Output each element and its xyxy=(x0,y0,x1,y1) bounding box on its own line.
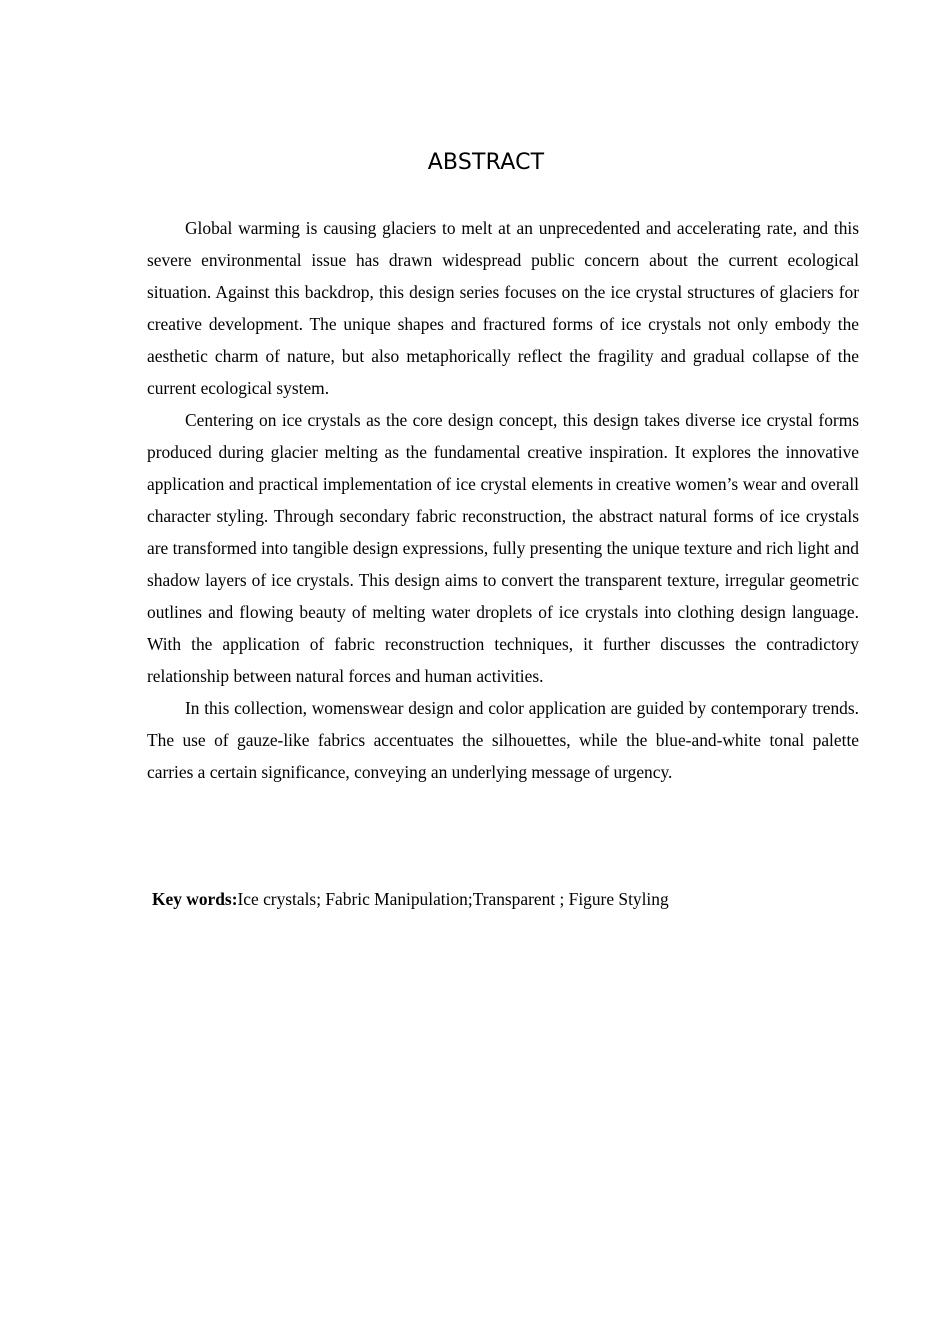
keywords-line xyxy=(152,884,864,914)
abstract-body xyxy=(147,212,859,788)
abstract-paragraph-3: In this collection, womenswear design and color application are guided by contemporary trends. The use of gauze-like fabrics accentuates the silhouettes, while the blue-and-white tonal palette carries a certain significance, conveying an underlying message of urgency. xyxy=(147,698,859,782)
abstract-paragraph-1: Global warming is causing glaciers to melt at an unprecedented and accelerating rate, and this severe environmental issue has drawn widespread public concern about the current ecological situation. Against this backdrop, this design series focuses on the ice crystal structures of glaciers for creative development. The unique shapes and fractured forms of ice crystals not only embody the aesthetic charm of nature, but also metaphorically reflect the fragility and gradual collapse of the current ecological system. xyxy=(147,218,859,398)
keywords-value: Ice crystals; Fabric Manipulation;Transparent ; Figure Styling xyxy=(237,889,669,909)
keywords-label: Key words: xyxy=(152,889,238,909)
abstract-paragraph-2: Centering on ice crystals as the core design concept, this design takes diverse ice crystal forms produced during glacier melting as the fundamental creative inspiration. It explores the innovative application and practical implementation of ice crystal elements in creative women’s wear and overall character styling. Through secondary fabric reconstruction, the abstract natural forms of ice crystals are transformed into tangible design expressions, fully presenting the unique texture and rich light and shadow layers of ice crystals. This design aims to convert the transparent texture, irregular geometric outlines and flowing beauty of melting water droplets of ice crystals into clothing design language. With the application of fabric reconstruction techniques, it further discusses the contradictory relationship between natural forces and human activities. xyxy=(147,410,859,686)
abstract-title: ABSTRACT xyxy=(427,150,545,175)
